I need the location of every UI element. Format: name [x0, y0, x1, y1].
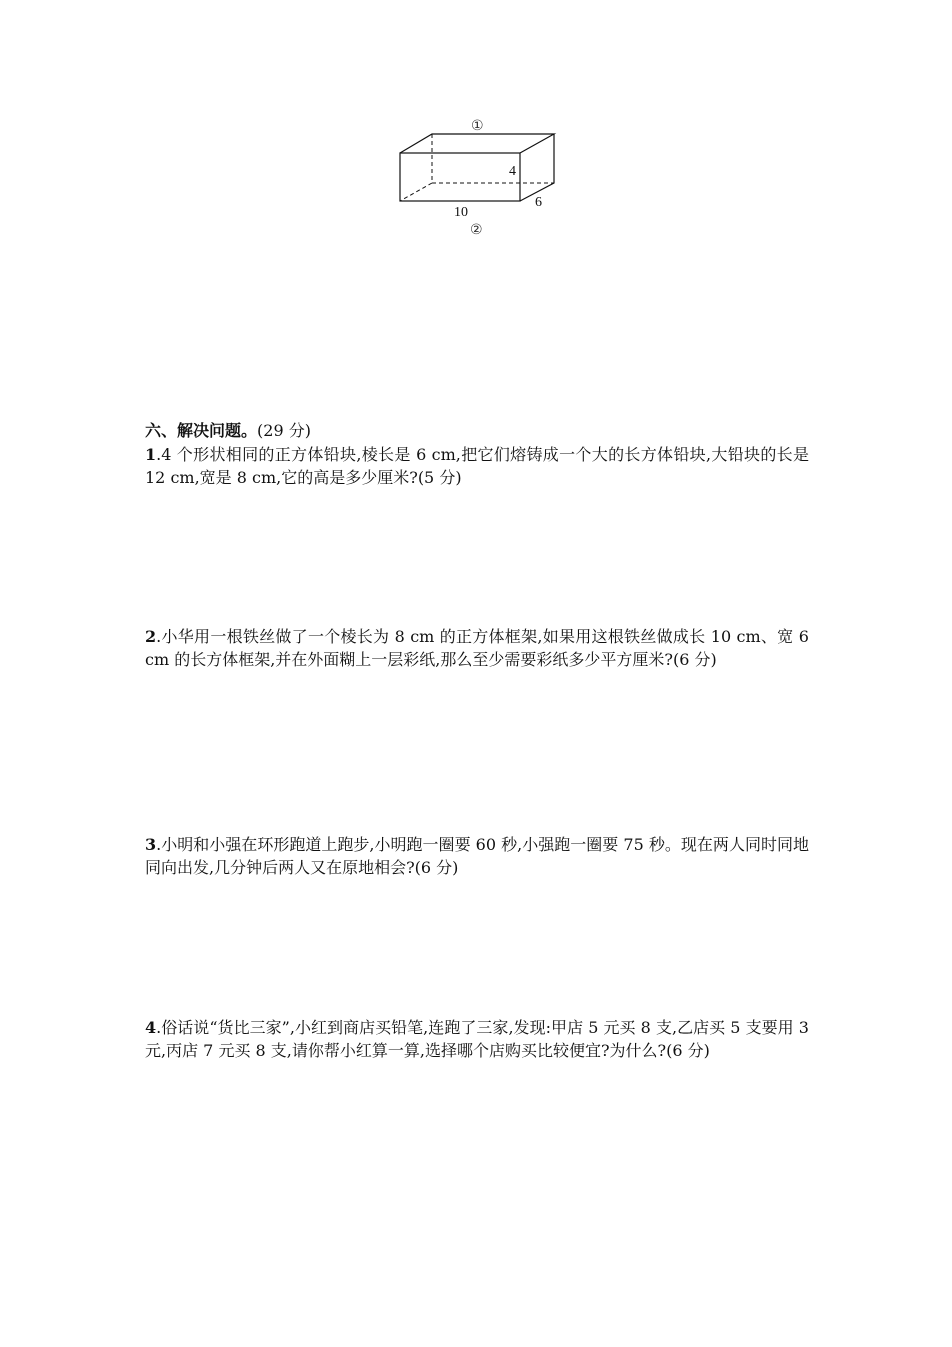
problem-text: .4 个形状相同的正方体铅块,棱长是 6 cm,把它们熔铸成一个大的长方体铅块,大铅块的长是 12 cm,宽是 8 cm,它的高是多少厘米?(5 分) — [145, 445, 809, 487]
length-label: 10 — [454, 205, 468, 220]
problem-1 — [145, 443, 809, 489]
problem-text: .小华用一根铁丝做了一个棱长为 8 cm 的正方体框架,如果用这根铁丝做成长 10 cm、宽 6 cm 的长方体框架,并在外面糊上一层彩纸,那么至少需要彩纸多少平方厘米?(6 分) — [145, 627, 809, 669]
problem-text: .小明和小强在环形跑道上跑步,小明跑一圈要 60 秒,小强跑一圈要 75 秒。现在两人同时同地同向出发,几分钟后两人又在原地相会?(6 分) — [145, 835, 809, 877]
face-label-top: ① — [471, 118, 484, 134]
cuboid-diagram — [380, 108, 580, 248]
problem-2 — [145, 625, 809, 671]
face-label-bottom: ② — [470, 222, 483, 238]
problem-text: .俗话说“货比三家”,小红到商店买铅笔,连跑了三家,发现:甲店 5 元买 8 支,乙店买 5 支要用 3 元,丙店 7 元买 8 支,请你帮小红算一算,选择哪个店购买比较便宜?为什么?(6 分) — [145, 1018, 809, 1060]
section-score: (29 分) — [257, 421, 311, 440]
cuboid-hidden-edge-left — [400, 183, 432, 201]
problem-3 — [145, 833, 809, 879]
cuboid-top-face — [400, 134, 554, 153]
problem-number: 1 — [145, 445, 157, 464]
cuboid-figure — [380, 108, 580, 248]
problem-4 — [145, 1016, 809, 1062]
height-label: 4 — [509, 164, 516, 179]
cuboid-front-face — [400, 153, 520, 201]
section-heading — [145, 420, 311, 442]
width-label: 6 — [535, 195, 542, 210]
problem-number: 4 — [145, 1018, 157, 1037]
section-title: 六、解决问题。 — [145, 421, 258, 440]
problem-number: 3 — [145, 835, 157, 854]
problem-number: 2 — [145, 627, 157, 646]
